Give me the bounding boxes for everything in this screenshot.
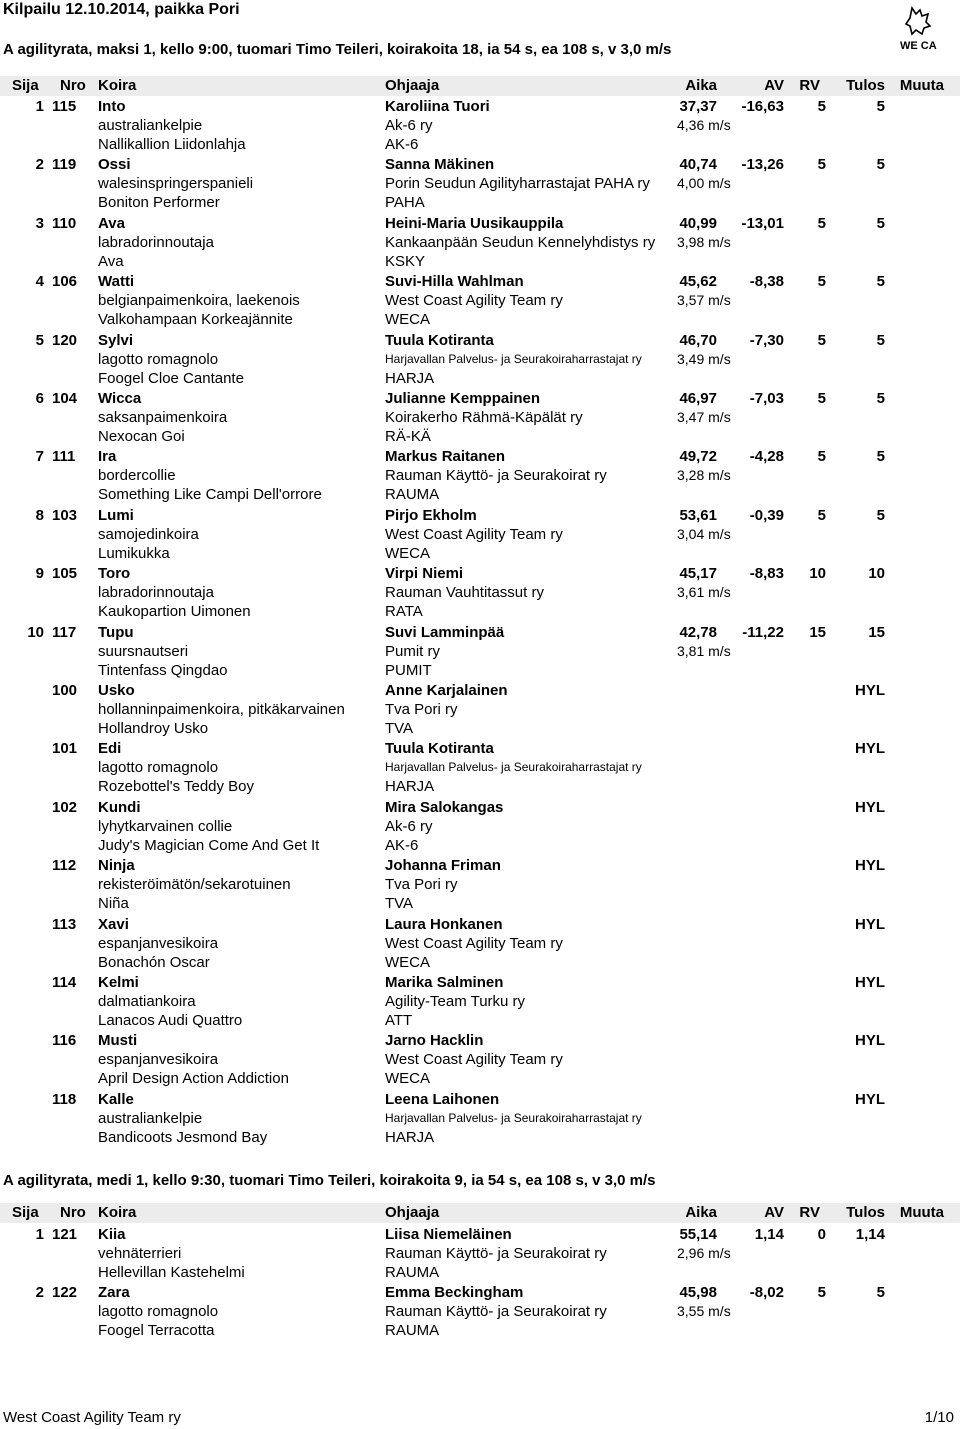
- result-entry: [0, 623, 960, 681]
- club-name: Porin Seudun Agilityharrastajat PAHA ry: [385, 175, 650, 193]
- dog-name: Ossi: [98, 156, 131, 174]
- handler-name: Heini-Maria Uusikauppila: [385, 214, 564, 232]
- time-fault: -13,01: [741, 214, 784, 232]
- registered-name: Kaukopartion Uimonen: [98, 603, 251, 621]
- class-title: A agilityrata, maksi 1, kello 9:00, tuomari Timo Teileri, koirakoita 18, ia 54 s, ea 108 s, v 3,0 m/s: [3, 41, 672, 58]
- breed: australiankelpie: [98, 1109, 203, 1127]
- club-name: Tva Pori ry: [385, 701, 458, 718]
- club-name: Pumit ry: [385, 642, 441, 660]
- registered-name: Rozebottel's Teddy Boy: [98, 778, 255, 796]
- result: 1,14: [855, 1226, 885, 1243]
- result: HYL: [855, 682, 885, 699]
- club-abbreviation: TVA: [385, 720, 414, 737]
- club-abbreviation: WECA: [385, 1070, 430, 1088]
- start-number: 112: [52, 857, 77, 875]
- start-number: 103: [52, 506, 78, 524]
- dog-name: Ira: [98, 448, 117, 466]
- registered-name: Bonachón Oscar: [98, 953, 210, 971]
- start-number: 118: [52, 1090, 77, 1108]
- result-entry: [0, 331, 960, 389]
- handler-name: Suvi Lamminpää: [385, 623, 505, 641]
- breed: dalmatiankoira: [98, 993, 196, 1010]
- start-number: 113: [52, 915, 77, 933]
- club-name: Rauman Käyttö- ja Seurakoirat ry: [385, 1303, 607, 1321]
- breed: bordercollie: [98, 467, 176, 485]
- result: HYL: [855, 740, 885, 758]
- time-fault: -7,30: [749, 331, 784, 349]
- result-entry: [0, 564, 960, 622]
- column-header-row: [0, 1203, 960, 1223]
- result: 5: [876, 214, 885, 232]
- time-fault: -8,38: [749, 273, 784, 291]
- dog-name: Wicca: [98, 390, 142, 407]
- club-name: West Coast Agility Team ry: [385, 525, 563, 543]
- dog-name: Zara: [98, 1284, 130, 1302]
- registered-name: Tintenfass Qingdao: [98, 661, 228, 679]
- time: 46,70: [679, 331, 717, 349]
- column-header-aika: Aika: [685, 1204, 717, 1221]
- club-abbreviation: RAUMA: [385, 486, 440, 504]
- registered-name: Niña: [98, 895, 129, 913]
- speed: 3,49 m/s: [677, 350, 731, 367]
- club-abbreviation: RAUMA: [385, 1264, 440, 1281]
- result: HYL: [855, 798, 885, 816]
- dog-name: Ava: [98, 214, 125, 232]
- placement: 3: [35, 214, 44, 232]
- handler-name: Julianne Kemppainen: [385, 390, 541, 407]
- result-entry: [0, 1031, 960, 1089]
- club-name: Agility-Team Turku ry: [385, 993, 526, 1010]
- result-entry: [0, 155, 960, 213]
- svg-text:WE CA: WE CA: [900, 40, 937, 52]
- column-header-row: [0, 76, 960, 96]
- club-name: Koirakerho Rähmä-Käpälät ry: [385, 409, 583, 426]
- breed: lagotto romagnolo: [98, 350, 219, 368]
- result: 5: [876, 1284, 885, 1302]
- club-name: Harjavallan Palvelus- ja Seurakoiraharrastajat ry: [385, 351, 642, 366]
- club-abbreviation: WECA: [385, 544, 430, 562]
- result-entry: [0, 915, 960, 973]
- club-name: Harjavallan Palvelus- ja Seurakoiraharrastajat ry: [385, 760, 642, 775]
- speed: 3,61 m/s: [677, 584, 731, 601]
- handler-name: Suvi-Hilla Wahlman: [385, 273, 524, 291]
- club-name: West Coast Agility Team ry: [385, 292, 563, 310]
- breed: espanjanvesikoira: [98, 1051, 219, 1069]
- handler-name: Sanna Mäkinen: [385, 156, 495, 174]
- registered-name: Hollandroy Usko: [98, 720, 209, 737]
- dog-name: Ninja: [98, 857, 135, 875]
- club-abbreviation: PUMIT: [385, 661, 432, 679]
- placement: 4: [35, 273, 44, 291]
- column-header-tulos: Tulos: [846, 77, 885, 94]
- registered-name: Hellevillan Kastehelmi: [98, 1264, 245, 1281]
- club-name: Rauman Vauhtitassut ry: [385, 584, 544, 602]
- club-name: Tva Pori ry: [385, 876, 458, 894]
- dog-name: Usko: [98, 682, 135, 699]
- club-abbreviation: RÄ-KÄ: [385, 428, 431, 445]
- club-abbreviation: WECA: [385, 953, 430, 971]
- result-entry: [0, 1090, 960, 1148]
- club-name: West Coast Agility Team ry: [385, 1051, 563, 1069]
- course-fault: 5: [817, 390, 826, 407]
- page-title: Kilpailu 12.10.2014, paikka Pori: [3, 1, 240, 18]
- result: HYL: [855, 974, 885, 991]
- course-fault: 5: [817, 1284, 826, 1302]
- dog-name: Kundi: [98, 798, 141, 816]
- placement: 10: [27, 623, 44, 641]
- handler-name: Markus Raitanen: [385, 448, 506, 466]
- dog-name: Sylvi: [98, 331, 134, 349]
- result: HYL: [855, 1090, 885, 1108]
- column-header-sija: Sija: [12, 1204, 39, 1221]
- result: 5: [876, 273, 885, 291]
- dog-name: Kalle: [98, 1090, 134, 1108]
- handler-name: Marika Salminen: [385, 974, 504, 991]
- club-name: West Coast Agility Team ry: [385, 934, 563, 952]
- column-header-rv: RV: [799, 1204, 820, 1221]
- registered-name: Valkohampaan Korkeajännite: [98, 311, 293, 329]
- time: 42,78: [679, 623, 717, 641]
- registered-name: April Design Action Addiction: [98, 1070, 289, 1088]
- registered-name: Foogel Cloe Cantante: [98, 369, 244, 387]
- course-fault: 0: [817, 1226, 826, 1243]
- result-entry: [0, 389, 960, 447]
- result: 5: [876, 156, 885, 174]
- column-header-nro: Nro: [60, 1204, 86, 1221]
- column-header-av: AV: [764, 1204, 784, 1221]
- time-fault: -4,28: [749, 448, 784, 466]
- result: HYL: [855, 915, 885, 933]
- club-abbreviation: WECA: [385, 311, 430, 329]
- club-name: Ak-6 ry: [385, 117, 433, 134]
- result: 5: [876, 331, 885, 349]
- speed: 3,28 m/s: [677, 467, 731, 484]
- club-abbreviation: RATA: [385, 603, 423, 621]
- column-header-ohjaaja: Ohjaaja: [385, 77, 440, 94]
- time-fault: 1,14: [754, 1226, 784, 1243]
- time: 53,61: [679, 506, 717, 524]
- registered-name: Something Like Campi Dell'orrore: [98, 486, 322, 504]
- result-entry: [0, 272, 960, 330]
- dog-name: Xavi: [98, 915, 129, 933]
- club-abbreviation: RAUMA: [385, 1322, 440, 1340]
- result: 15: [868, 623, 885, 641]
- breed: vehnäterrieri: [98, 1245, 182, 1262]
- class-title: A agilityrata, medi 1, kello 9:30, tuomari Timo Teileri, koirakoita 9, ia 54 s, ea 108 s, v 3,0 m/s: [3, 1172, 656, 1189]
- time: 55,14: [679, 1226, 717, 1243]
- course-fault: 5: [817, 98, 826, 115]
- club-abbreviation: HARJA: [385, 369, 435, 387]
- registered-name: Ava: [98, 252, 124, 270]
- club-name: Harjavallan Palvelus- ja Seurakoiraharrastajat ry: [385, 1110, 642, 1125]
- handler-name: Karoliina Tuori: [385, 98, 490, 115]
- footer-club: West Coast Agility Team ry: [3, 1409, 181, 1426]
- column-header-muuta: Muuta: [899, 1204, 944, 1221]
- result: HYL: [855, 857, 885, 875]
- dog-name: Kiia: [98, 1226, 126, 1243]
- speed: 3,47 m/s: [677, 409, 731, 425]
- column-header-muuta: Muuta: [899, 77, 944, 94]
- breed: labradorinnoutaja: [98, 233, 214, 251]
- start-number: 119: [52, 156, 77, 174]
- result-entry: [0, 97, 960, 155]
- club-name: Rauman Käyttö- ja Seurakoirat ry: [385, 467, 607, 485]
- start-number: 106: [52, 273, 78, 291]
- handler-name: Liisa Niemeläinen: [385, 1226, 512, 1243]
- time: 37,37: [679, 98, 717, 115]
- time-fault: -16,63: [741, 98, 784, 115]
- registered-name: Boniton Performer: [98, 194, 220, 212]
- speed: 4,36 m/s: [677, 117, 731, 133]
- time-fault: -13,26: [741, 156, 784, 174]
- speed: 2,96 m/s: [677, 1245, 731, 1261]
- start-number: 117: [52, 623, 77, 641]
- start-number: 120: [52, 331, 78, 349]
- start-number: 101: [52, 740, 78, 758]
- column-header-koira: Koira: [98, 1204, 137, 1221]
- handler-name: Virpi Niemi: [385, 565, 464, 583]
- handler-name: Jarno Hacklin: [385, 1032, 484, 1050]
- time: 49,72: [679, 448, 717, 466]
- breed: hollanninpaimenkoira, pitkäkarvainen: [98, 701, 345, 718]
- registered-name: Judy's Magician Come And Get It: [98, 836, 320, 854]
- time: 45,98: [679, 1284, 717, 1302]
- breed: lyhytkarvainen collie: [98, 817, 233, 835]
- start-number: 100: [52, 682, 78, 699]
- result: 5: [876, 448, 885, 466]
- dog-name: Watti: [98, 273, 135, 291]
- course-fault: 5: [817, 448, 826, 466]
- club-abbreviation: TVA: [385, 895, 414, 913]
- result-entry: [0, 681, 960, 739]
- speed: 4,00 m/s: [677, 175, 731, 192]
- result-entry: [0, 1225, 960, 1283]
- start-number: 105: [52, 565, 78, 583]
- breed: lagotto romagnolo: [98, 759, 219, 777]
- time-fault: -8,02: [749, 1284, 784, 1302]
- handler-name: Tuula Kotiranta: [385, 331, 494, 349]
- time: 45,62: [679, 273, 717, 291]
- registered-name: Lanacos Audi Quattro: [98, 1012, 243, 1029]
- course-fault: 10: [809, 565, 826, 583]
- club-name: Kankaanpään Seudun Kennelyhdistys ry: [385, 233, 656, 251]
- column-header-rv: RV: [799, 77, 820, 94]
- column-header-sija: Sija: [12, 77, 39, 94]
- handler-name: Anne Karjalainen: [385, 682, 508, 699]
- dog-name: Musti: [98, 1032, 138, 1050]
- course-fault: 5: [817, 506, 826, 524]
- page-number: 1/10: [924, 1409, 954, 1426]
- handler-name: Leena Laihonen: [385, 1090, 500, 1108]
- breed: belgianpaimenkoira, laekenois: [98, 292, 300, 310]
- time-fault: -11,22: [742, 623, 784, 641]
- result-entry: [0, 506, 960, 564]
- registered-name: Nallikallion Liidonlahja: [98, 136, 246, 153]
- speed: 3,55 m/s: [677, 1303, 731, 1320]
- column-header-aika: Aika: [685, 77, 717, 94]
- column-header-av: AV: [764, 77, 784, 94]
- placement: 5: [35, 331, 44, 349]
- dog-name: Lumi: [98, 506, 134, 524]
- time: 40,99: [679, 214, 717, 232]
- result-entry: [0, 973, 960, 1031]
- handler-name: Laura Honkanen: [385, 915, 503, 933]
- placement: 1: [35, 98, 44, 115]
- result: 5: [876, 390, 885, 407]
- time-fault: -7,03: [749, 390, 784, 407]
- club-name: Rauman Käyttö- ja Seurakoirat ry: [385, 1245, 607, 1262]
- time: 40,74: [679, 156, 717, 174]
- result: 5: [876, 506, 885, 524]
- club-abbreviation: AK-6: [385, 136, 419, 153]
- placement: 9: [35, 565, 44, 583]
- result-entry: [0, 856, 960, 914]
- placement: 7: [35, 448, 44, 466]
- registered-name: Bandicoots Jesmond Bay: [98, 1128, 268, 1146]
- course-fault: 5: [817, 273, 826, 291]
- handler-name: Mira Salokangas: [385, 798, 504, 816]
- course-fault: 5: [817, 214, 826, 232]
- start-number: 114: [52, 974, 77, 991]
- start-number: 115: [52, 98, 77, 115]
- dog-name: Toro: [98, 565, 131, 583]
- result: HYL: [855, 1032, 885, 1050]
- breed: espanjanvesikoira: [98, 934, 219, 952]
- result-entry: [0, 447, 960, 505]
- placement: 2: [35, 156, 44, 174]
- breed: samojedinkoira: [98, 525, 199, 543]
- placement: 1: [35, 1226, 44, 1243]
- course-fault: 15: [809, 623, 826, 641]
- breed: lagotto romagnolo: [98, 1303, 219, 1321]
- time-fault: -8,83: [749, 565, 784, 583]
- club-abbreviation: AK-6: [385, 836, 419, 854]
- placement: 8: [35, 506, 44, 524]
- registered-name: Lumikukka: [98, 544, 170, 562]
- start-number: 111: [52, 448, 76, 466]
- placement: 2: [35, 1284, 44, 1302]
- column-header-nro: Nro: [60, 77, 86, 94]
- placement: 6: [35, 390, 44, 407]
- column-header-koira: Koira: [98, 77, 137, 94]
- column-header-ohjaaja: Ohjaaja: [385, 1204, 440, 1221]
- result-entry: [0, 1283, 960, 1341]
- breed: labradorinnoutaja: [98, 584, 214, 602]
- result-entry: [0, 739, 960, 797]
- result-entry: [0, 798, 960, 856]
- dog-name: Edi: [98, 740, 122, 758]
- start-number: 116: [52, 1032, 77, 1050]
- course-fault: 5: [817, 331, 826, 349]
- handler-name: Tuula Kotiranta: [385, 740, 494, 758]
- course-fault: 5: [817, 156, 826, 174]
- speed: 3,57 m/s: [677, 292, 731, 309]
- speed: 3,81 m/s: [677, 642, 731, 659]
- breed: walesinspringerspanieli: [98, 175, 254, 193]
- club-abbreviation: HARJA: [385, 1128, 435, 1146]
- result: 10: [868, 565, 885, 583]
- registered-name: Nexocan Goi: [98, 428, 185, 445]
- result-entry: [0, 214, 960, 272]
- start-number: 122: [52, 1284, 78, 1302]
- club-logo: [898, 4, 938, 52]
- handler-name: Emma Beckingham: [385, 1284, 524, 1302]
- time: 45,17: [679, 565, 717, 583]
- start-number: 110: [52, 214, 77, 232]
- time: 46,97: [679, 390, 717, 407]
- registered-name: Foogel Terracotta: [98, 1322, 215, 1340]
- start-number: 104: [52, 390, 78, 407]
- club-name: Ak-6 ry: [385, 817, 433, 835]
- dog-name: Tupu: [98, 623, 134, 641]
- club-abbreviation: HARJA: [385, 778, 435, 796]
- dog-name: Into: [98, 98, 126, 115]
- start-number: 121: [52, 1226, 78, 1243]
- breed: australiankelpie: [98, 117, 203, 134]
- club-abbreviation: ATT: [385, 1012, 413, 1029]
- handler-name: Pirjo Ekholm: [385, 506, 477, 524]
- speed: 3,98 m/s: [677, 233, 731, 250]
- handler-name: Johanna Friman: [385, 857, 501, 875]
- dog-name: Kelmi: [98, 974, 139, 991]
- time-fault: -0,39: [749, 506, 784, 524]
- start-number: 102: [52, 798, 78, 816]
- result: 5: [876, 98, 885, 115]
- breed: rekisteröimätön/sekarotuinen: [98, 876, 291, 894]
- column-header-tulos: Tulos: [846, 1204, 885, 1221]
- speed: 3,04 m/s: [677, 525, 731, 542]
- club-abbreviation: KSKY: [385, 252, 426, 270]
- club-abbreviation: PAHA: [385, 194, 425, 212]
- breed: suursnautseri: [98, 642, 189, 660]
- breed: saksanpaimenkoira: [98, 409, 228, 426]
